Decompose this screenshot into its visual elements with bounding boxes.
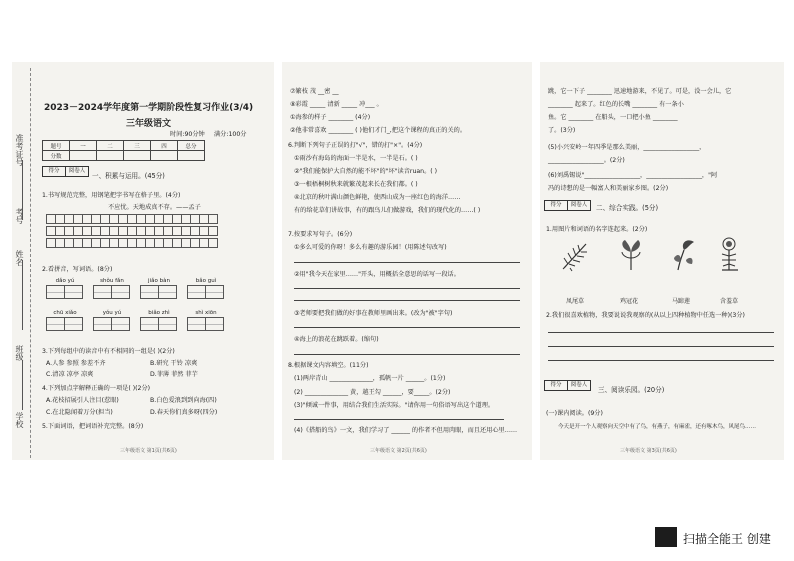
reading-title: (一)课内阅读。(9分) [546, 410, 603, 417]
question-4-option-c[interactable]: C.在北隐闻着万分(担当) [46, 409, 113, 416]
page-subtitle: 三年级语文 [126, 119, 172, 129]
score-cell[interactable] [70, 151, 97, 161]
answer-line[interactable] [548, 346, 774, 347]
question-7-item-1: ①多么可爱的你呀！多么有趣的游乐园！(用陈述句改写) [294, 244, 447, 251]
pinyin-label: biǎo zhì [148, 310, 170, 316]
leaf-plant-image [616, 238, 646, 272]
section-2-heading: 二、综合实践。(5分) [596, 204, 659, 212]
page-title: 2023－2024学年度第一学期阶段性复习作业(3/4) [44, 103, 254, 113]
grader-name-label: 阅卷人 [570, 202, 588, 208]
margin-field-line [22, 160, 23, 220]
p3-line-1: 跳，它一下子 ________ 迅速地游来，不见了。可是，没一会儿，它 [548, 88, 732, 95]
p3-line-4: 了。(3分) [548, 127, 576, 134]
question-9: 1.用图片和词语的名字连起来。(2分) [546, 226, 648, 233]
exam-full-score: 满分:100分 [214, 131, 247, 138]
pinyin-label: shǒu fǎn [100, 278, 124, 284]
plant-caption-2[interactable]: 鸡冠花 [620, 298, 639, 305]
grader-score-label: 得分 [545, 201, 568, 210]
score-cell[interactable] [97, 151, 124, 161]
p3-line-8: 冯的诗想的是一幅富人和美丽家乡图。(2分) [548, 185, 669, 192]
score-header-4: 四 [151, 141, 178, 151]
p2-line-4: ②他非常喜欢 ________ ( )他们才门_,把这个课程的真正的关的。 [290, 127, 467, 134]
pinyin-item[interactable] [46, 310, 84, 331]
margin-label-school: 学校 [15, 412, 24, 428]
writing-grid-row-2[interactable] [46, 226, 217, 236]
grader-box [544, 380, 591, 391]
question-4-option-b[interactable]: B.白色爱浪到到向海(四) [150, 397, 217, 404]
pinyin-item[interactable] [187, 310, 225, 331]
question-6: 6.判断下列句子正误的打"√"，错的打"×"。(4分) [288, 142, 423, 149]
question-8-item-3: (3)"倾诚一件事，用结合我们生活实际。"请你用一句俗语写出这个道理。 [294, 402, 495, 409]
margin-label-id: 准考证号 [15, 134, 24, 166]
pinyin-item[interactable] [93, 310, 131, 331]
grader-box [42, 166, 89, 177]
answer-line[interactable] [294, 354, 520, 355]
answer-line[interactable] [294, 288, 520, 289]
question-4-option-a[interactable]: A.花枝招展引人注目(惹眼) [46, 397, 119, 404]
pinyin-label: shì xiōn [195, 310, 217, 316]
section-3-heading: 三、阅读乐园。(20分) [598, 386, 665, 394]
answer-line[interactable] [294, 300, 520, 301]
score-row-label: 分数 [43, 151, 70, 161]
pinyin-label: yǒu yú [102, 310, 122, 316]
pinyin-item[interactable] [140, 278, 178, 299]
question-2: 2.看拼音，写词语。(8分) [42, 266, 113, 273]
answer-line[interactable] [294, 419, 504, 420]
question-5: 5.下面词语，把词语补充完整。(8分) [42, 423, 144, 430]
p3-line-3: 鱼。它 ________ 在船头，一口把小鱼 ________ [548, 114, 678, 121]
question-8-item-4: (4)《搭船的鸟》一文，我们学习了 ______ 的作者不但用肉眼，而且还用心里…… [294, 427, 518, 434]
scanner-watermark-text: 扫描全能王 创建 [683, 532, 771, 546]
margin-label-name: 姓名 [15, 250, 24, 266]
pinyin-label: jiǎo bàn [148, 278, 170, 284]
pinyin-row-1 [46, 278, 225, 299]
score-header-label: 题号 [43, 141, 70, 151]
question-1: 1.书写规范完整，用钢笔把字书写在格子里。(4分) [42, 192, 181, 199]
plant-caption-1[interactable]: 凤尾草 [566, 298, 585, 305]
question-3: 3.下列每组中的读音中有不相同的一组是( )(2分) [42, 348, 175, 355]
question-3-option-d[interactable]: D.菲薄 菲然 菲芋 [150, 371, 198, 378]
pinyin-item[interactable] [93, 278, 131, 299]
question-7: 7.按要求写句子。(6分) [288, 231, 353, 238]
grader-name-label: 阅卷人 [68, 168, 86, 174]
page-2-footer: 三年级语文 第2页(共6页) [370, 448, 427, 454]
question-1-text: 不应忧。天地成真不存。——孟子 [108, 204, 201, 211]
plant-caption-3[interactable]: 马蹄莲 [672, 298, 691, 305]
question-7-item-3: ③老师要把我们做的好事在教师里画出来。(改为"被"字句) [294, 310, 453, 317]
answer-line[interactable] [548, 332, 774, 333]
question-10: 2.我们很喜欢植物，我要说说我观察的(从以上四种植物中任选一种)(3分) [546, 312, 745, 319]
p3-line-5: (5)小兴安岭一年四季是那么美丽，__________________， [548, 144, 706, 151]
question-3-option-c[interactable]: C.清凉 凉亭 凉爽 [46, 371, 94, 378]
question-6-item-3: ③一根梧桐树秋来就繁茂起来长在我们都。( ) [294, 181, 418, 188]
page-3-footer: 三年级语文 第3页(共6页) [620, 448, 677, 454]
score-header-3: 三 [124, 141, 151, 151]
p3-line-6: __________________。(2分) [548, 157, 625, 164]
grader-name-label: 阅卷人 [570, 382, 588, 388]
pinyin-label: chū xiǎo [53, 310, 77, 316]
question-6-item-5: 有的给花草们讲故事，有的跟鸟儿们做游戏，我们的现代化的……( ) [294, 207, 481, 214]
grader-score-label: 得分 [545, 381, 568, 390]
question-4-option-d[interactable]: D.春天你们真多呀(四分) [150, 409, 218, 416]
question-8-item-2: (2) ______________ 黄，越王勾 ______，要_____。(2分) [294, 389, 451, 396]
grader-box [544, 200, 591, 211]
score-header-2: 二 [97, 141, 124, 151]
margin-field-line [22, 360, 23, 410]
pinyin-item[interactable] [140, 310, 178, 331]
score-cell[interactable] [151, 151, 178, 161]
p3-line-7: (6)刘禹锡说"__________________，__________________，"阿 [548, 172, 718, 179]
lily-plant-image [668, 238, 698, 272]
grader-score-label: 得分 [43, 167, 66, 176]
exam-time: 时间:90分钟 [170, 131, 205, 138]
question-8-item-1: (1)两岸青山 ______________，孤帆一片 ______。(1分) [294, 375, 446, 382]
answer-line[interactable] [294, 327, 520, 328]
reading-text: 今天是开一个人观察向天空中有了鸟，有燕子，有麻雀，还有啄木鸟，风尾鸟…… [558, 424, 757, 430]
pinyin-label: bǎo guì [195, 278, 217, 284]
question-7-item-2: ②用"我今天在家里……"开头，用概括全意思的话写一段话。 [294, 271, 460, 278]
writing-grid-row-3[interactable] [46, 238, 217, 248]
question-3-option-a[interactable]: A.人参 参照 参差不齐 [46, 360, 106, 367]
answer-line[interactable] [548, 360, 774, 361]
margin-label-number: 考号 [15, 208, 24, 224]
p2-line-3: ①海参的样子 ________ (4分) [290, 114, 371, 121]
binding-line [30, 68, 31, 458]
question-6-item-4: ④北京的秋叶满山颜色鲜艳，使西山成为一座红色的海洋…… [294, 194, 461, 201]
pinyin-item[interactable] [187, 278, 225, 299]
score-header-total: 总分 [178, 141, 205, 151]
score-cell[interactable] [178, 151, 205, 161]
pinyin-item[interactable] [46, 278, 84, 299]
question-6-item-1: ①雨沙有海岛的海面一半是水，一半是石。( ) [294, 155, 418, 162]
margin-field-line [22, 260, 23, 330]
p3-line-2: ________ 起来了。红色的长嘴 ________ 有一条小 [548, 101, 684, 108]
section-1-heading: 一、积累与运用。(45分) [92, 172, 165, 180]
pinyin-row-2 [46, 310, 225, 331]
page-2 [282, 62, 532, 460]
score-table [42, 140, 205, 161]
question-4: 4.下列加点字解释正确的一项是( )(2分) [42, 385, 151, 392]
score-header-1: 一 [70, 141, 97, 151]
score-cell[interactable] [124, 151, 151, 161]
answer-line[interactable] [294, 262, 520, 263]
question-7-item-4: ④海上的浪花在跳跃着。(缩句) [294, 336, 379, 343]
fern-plant-image [560, 238, 590, 272]
scanner-logo-icon [655, 527, 677, 547]
question-6-item-2: ②"我们能保护大自然的能不坏"的"坏"读音ruan。( ) [294, 168, 438, 175]
p2-line-2: ⑧彩霞 _____ 清新 _____ 冲___ 。 [290, 101, 383, 108]
mimosa-plant-image [714, 236, 744, 272]
question-8: 8.根据课文内容填空。(11分) [288, 362, 369, 369]
margin-label-class: 班级 [15, 345, 24, 361]
p2-line-1: ⑦繁枝 茂 __密 __ [290, 88, 339, 95]
pinyin-label: dǎo yú [55, 278, 75, 284]
question-3-option-b[interactable]: B.研究 干铃 凉爽 [150, 360, 198, 367]
plant-caption-4[interactable]: 含羞草 [720, 298, 739, 305]
writing-grid-row-1[interactable] [46, 214, 217, 224]
page-1-footer: 三年级语文 第1页(共6页) [120, 448, 177, 454]
